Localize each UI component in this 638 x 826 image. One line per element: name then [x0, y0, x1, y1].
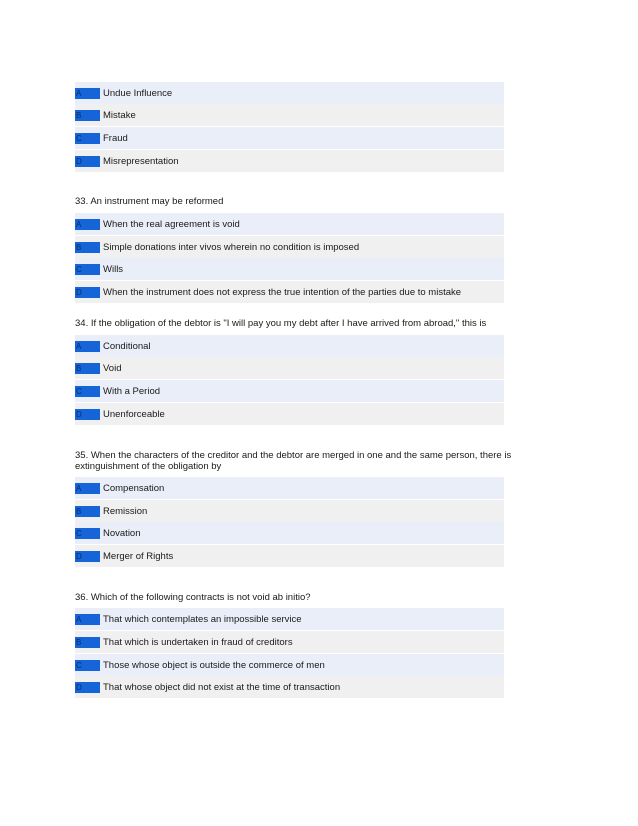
option-text: Compensation — [103, 482, 165, 494]
answer-option-c[interactable] — [75, 380, 504, 402]
question-34-text: 34. If the obligation of the debtor is "I will pay you my debt after I have arrived from abroad," this is — [75, 318, 487, 329]
answer-option-a[interactable] — [75, 608, 504, 630]
option-text: Wills — [103, 263, 124, 275]
option-letter-badge: C — [75, 133, 100, 144]
option-text: Void — [103, 362, 122, 374]
answer-option-a[interactable] — [75, 82, 504, 104]
option-text: Fraud — [103, 132, 128, 144]
option-letter-badge: B — [75, 506, 100, 517]
answer-option-b[interactable] — [75, 357, 504, 379]
option-text: With a Period — [103, 385, 161, 397]
option-text: When the instrument does not express the true intention of the parties due to mistake — [103, 286, 462, 298]
option-text: Remission — [103, 505, 148, 517]
answer-option-a[interactable] — [75, 477, 504, 499]
question-33-text: 33. An instrument may be reformed — [75, 196, 224, 207]
option-letter-badge: B — [75, 110, 100, 121]
answer-option-d[interactable] — [75, 150, 504, 172]
option-text: Unenforceable — [103, 408, 165, 420]
answer-option-d[interactable] — [75, 281, 504, 303]
option-text: Novation — [103, 527, 141, 539]
option-text: That whose object did not exist at the time of transaction — [103, 681, 341, 693]
option-letter-badge: C — [75, 660, 100, 671]
option-letter-badge: D — [75, 156, 100, 167]
question-36-text: 36. Which of the following contracts is not void ab initio? — [75, 592, 311, 603]
option-text: Merger of Rights — [103, 550, 174, 562]
option-letter-badge: A — [75, 88, 100, 99]
answer-option-a[interactable] — [75, 335, 504, 357]
answer-option-b[interactable] — [75, 236, 504, 258]
answer-option-a[interactable] — [75, 213, 504, 235]
option-letter-badge: B — [75, 242, 100, 253]
option-text: Those whose object is outside the commerce of men — [103, 659, 325, 671]
question-35-line-1: 35. When the characters of the creditor and the debtor are merged in one and the same person, there is — [75, 450, 512, 461]
option-text: Mistake — [103, 109, 136, 121]
answer-option-c[interactable] — [75, 654, 504, 676]
option-letter-badge: D — [75, 551, 100, 562]
option-letter-badge: A — [75, 483, 100, 494]
answer-option-b[interactable] — [75, 500, 504, 522]
option-letter-badge: D — [75, 682, 100, 693]
option-letter-badge: A — [75, 614, 100, 625]
option-letter-badge: A — [75, 341, 100, 352]
answer-option-d[interactable] — [75, 403, 504, 425]
option-letter-badge: C — [75, 264, 100, 275]
option-text: Misrepresentation — [103, 155, 179, 167]
answer-option-b[interactable] — [75, 631, 504, 653]
question-35-line-2: extinguishment of the obligation by — [75, 461, 222, 472]
option-text: That which is undertaken in fraud of creditors — [103, 636, 293, 648]
option-text: That which contemplates an impossible service — [103, 613, 302, 625]
option-text: Undue Influence — [103, 87, 173, 99]
option-text: When the real agreement is void — [103, 218, 240, 230]
answer-option-b[interactable] — [75, 104, 504, 126]
answer-option-c[interactable] — [75, 127, 504, 149]
option-letter-badge: C — [75, 386, 100, 397]
question-35-text — [75, 450, 520, 472]
answer-option-c[interactable] — [75, 522, 504, 544]
option-letter-badge: D — [75, 287, 100, 298]
option-text: Conditional — [103, 340, 151, 352]
option-letter-badge: A — [75, 219, 100, 230]
answer-option-c[interactable] — [75, 258, 504, 280]
option-letter-badge: D — [75, 409, 100, 420]
answer-option-d[interactable] — [75, 676, 504, 698]
option-letter-badge: B — [75, 637, 100, 648]
answer-option-d[interactable] — [75, 545, 504, 567]
option-letter-badge: B — [75, 363, 100, 374]
option-text: Simple donations inter vivos wherein no condition is imposed — [103, 241, 360, 253]
option-letter-badge: C — [75, 528, 100, 539]
